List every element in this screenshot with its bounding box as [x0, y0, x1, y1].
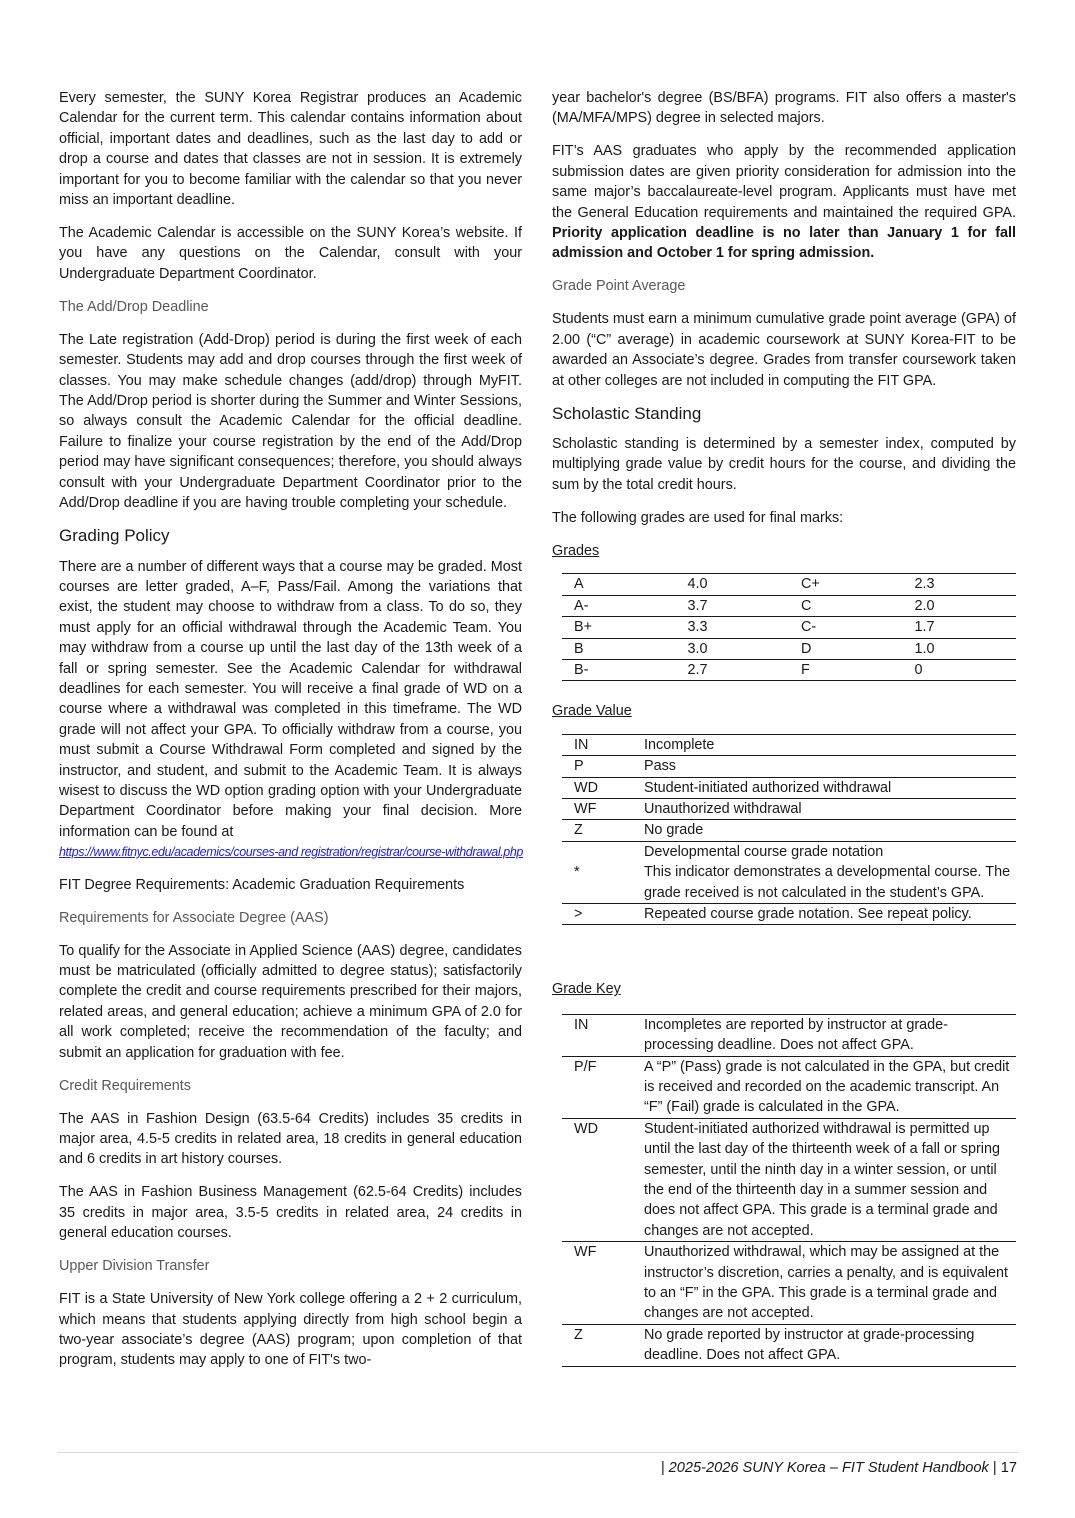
- handbook-title: | 2025-2026 SUNY Korea – FIT Student Handbook: [660, 1460, 989, 1476]
- grade-code-cell: C+: [801, 576, 820, 593]
- grade-value-cell: Student-initiated authorized withdrawal: [644, 779, 892, 796]
- grade-key-table: [562, 1014, 1016, 1367]
- grade-key-row: [562, 1242, 1016, 1325]
- grade-code-cell: IN: [574, 1016, 589, 1033]
- grade-code-cell: >: [574, 905, 583, 922]
- add-drop-paragraph: The Late registration (Add-Drop) period is during the first week of each semester. Students may add and drop courses through the first week of classes. You may make schedule changes (add/drop) through MyFIT. The Add/Drop period is shorter during the Summer and Winter Sessions, so always consult the Academic Calendar for the official deadline. Failure to finalize your course registration by the end of the Add/Drop period may have significant consequences; therefore, you should always consult with your Undergraduate Department Coordinator prior to the Add/Drop deadline if you are having trouble completing your schedule.: [59, 331, 522, 512]
- grade-code-cell: WD: [574, 1120, 598, 1137]
- grade-description-detail: This indicator demonstrates a developmental course. The grade received is not calculated in the student’s GPA.: [644, 864, 1011, 901]
- fashion-business-credits-paragraph: The AAS in Fashion Business Management (62.5-64 Credits) includes 35 credits in major area, 3.5-5 credits in related area, 24 credits in general education courses.: [59, 1184, 522, 1242]
- grade-code-cell: Z: [574, 822, 583, 839]
- grade-value-table: [562, 734, 1016, 926]
- grade-value-cell: No grade reported by instructor at grade-processing deadline. Does not affect GPA.: [644, 1326, 975, 1364]
- grade-value-row: [562, 734, 1016, 755]
- grade-value-cell: Unauthorized withdrawal: [644, 800, 802, 817]
- add-drop-heading: The Add/Drop Deadline: [59, 298, 209, 315]
- course-withdrawal-link[interactable]: https://www.fitnyc.edu/academics/courses-and registration/registrar/course-withdrawal.php: [59, 845, 523, 860]
- priority-admission-text: FIT’s AAS graduates who apply by the recommended application submission dates are given priority consideration for admission into the same major’s baccalaureate-level program. Applicants must have met the General Education requirements and maintained the required GPA.: [552, 143, 1016, 221]
- grade-description-title: Developmental course grade notation: [644, 843, 884, 860]
- grades-row: [562, 638, 1016, 659]
- aas-requirements-heading: Requirements for Associate Degree (AAS): [59, 909, 329, 926]
- calendar-access-paragraph: The Academic Calendar is accessible on the SUNY Korea’s website. If you have any questions on the Calendar, consult with your Undergraduate Department Coordinator.: [59, 225, 522, 282]
- page-footer: [661, 1460, 1017, 1476]
- grade-value-cell: A “P” (Pass) grade is not calculated in the GPA, but credit is received and recorded on the academic transcript. An “F” (Fail) grade is calculated in the GPA.: [644, 1058, 1010, 1116]
- credit-requirements-heading: Credit Requirements: [59, 1077, 191, 1094]
- grade-code-cell: A-: [574, 597, 589, 614]
- grade-code-cell: B: [574, 640, 584, 657]
- grade-value-cell: 3.0: [687, 640, 708, 657]
- grade-value-cell: 3.7: [687, 597, 708, 614]
- grade-value-label: Grade Value: [552, 703, 632, 720]
- grading-policy-paragraph: There are a number of different ways that a course may be graded. Most courses are letter graded, A–F, Pass/Fail. Among the variations that exist, the student may choose to withdraw from a class. To do so, they must apply for an official withdrawal through the Academic Team. You may withdraw from a course up until the last day of the 13th week of a fall or spring semester. See the Academic Calendar for withdrawal deadlines for each semester. You will receive a final grade of WD on a course where a withdrawal was completed in this timeframe. The WD grade will not affect your GPA. To officially withdraw from a course, you must submit a Course Withdrawal Form completed and signed by the instructor, and student, and submit to the Academic Team. It is always wisest to discuss the WD option grading option with your Undergraduate Department Coordinator before making your final decision. More information can be found at: [59, 558, 522, 840]
- grade-value-cell: No grade: [644, 822, 704, 839]
- grade-value-cell: 1.0: [914, 640, 935, 657]
- final-marks-intro: The following grades are used for final marks:: [552, 509, 844, 526]
- calendar-intro-paragraph: Every semester, the SUNY Korea Registrar produces an Academic Calendar for the current term. This calendar contains information about official, important dates and deadlines, such as the last day to add or drop a course and dates that classes are not in session. It is extremely important for you to become familiar with the calendar so that you never miss an important deadline.: [59, 90, 522, 209]
- grade-key-row: [562, 1118, 1016, 1241]
- grade-code-cell: WD: [574, 779, 598, 796]
- grade-value-cell: Incomplete: [644, 736, 715, 753]
- grade-code-cell: B-: [574, 661, 589, 678]
- grade-key-row: [562, 1014, 1016, 1056]
- bachelor-programs-paragraph: year bachelor's degree (BS/BFA) programs. FIT also offers a master's (MA/MFA/MPS) degree in selected majors.: [552, 90, 1016, 127]
- grades-row: [562, 659, 1016, 680]
- grade-value-row: [562, 777, 1016, 798]
- grade-value-cell: 2.3: [914, 576, 935, 593]
- grade-value-cell: 2.7: [687, 661, 708, 678]
- fashion-design-credits-paragraph: The AAS in Fashion Design (63.5-64 Credits) includes 35 credits in major area, 4.5-5 credits in related area, 18 credits in general education and 6 credits in art history courses.: [59, 1110, 522, 1168]
- transfer-paragraph: FIT is a State University of New York college offering a 2 + 2 curriculum, which means that students applying directly from high school begin a two-year associate’s degree (AAS) program; upon completion of that program, students may apply to one of FIT's two-: [59, 1291, 522, 1369]
- grade-value-cell: 1.7: [914, 619, 935, 636]
- grade-code-cell: Z: [574, 1326, 583, 1343]
- grades-table: [562, 573, 1016, 681]
- aas-requirements-paragraph: To qualify for the Associate in Applied Science (AAS) degree, candidates must be matriculated (officially admitted to degree status); satisfactorily complete the credit and course requirements prescribed for their majors, related areas, and general education; achieve a minimum GPA of 2.0 for all work completed; receive the recommendation of the faculty; and submit an application for graduation with fee.: [59, 942, 522, 1061]
- grade-code-cell: B+: [574, 619, 593, 636]
- grade-value-cell: 2.0: [914, 597, 935, 614]
- grade-value-cell: Incompletes are reported by instructor at grade-processing deadline. Does not affect GPA.: [644, 1016, 948, 1054]
- grades-row: [562, 617, 1016, 638]
- grade-value-cell: 0: [914, 661, 923, 678]
- grades-row: [562, 574, 1016, 595]
- grade-value-row: [562, 820, 1016, 841]
- grades-row: [562, 595, 1016, 616]
- grade-code-cell: WF: [574, 800, 597, 817]
- grade-value-cell: Unauthorized withdrawal, which may be assigned at the instructor’s discretion, carries a penalty, and is equivalent to an “F” in the GPA. This grade is a terminal grade and changes are not accepted.: [644, 1244, 1008, 1322]
- grade-value-cell: 4.0: [687, 576, 708, 593]
- left-column: [59, 88, 522, 1383]
- grade-code-cell: IN: [574, 736, 589, 753]
- grade-code-cell: D: [801, 640, 812, 657]
- scholastic-standing-paragraph: Scholastic standing is determined by a semester index, computed by multiplying grade value by credit hours for the course, and dividing the sum by the total credit hours.: [552, 436, 1016, 493]
- grade-value-row: [562, 756, 1016, 777]
- grade-value-cell: 3.3: [687, 619, 708, 636]
- grade-key-row: [562, 1056, 1016, 1118]
- grade-value-row: [562, 841, 1016, 903]
- gpa-paragraph: Students must earn a minimum cumulative grade point average (GPA) of 2.00 (“C” average) in academic coursework at SUNY Korea-FIT to be awarded an Associate’s degree. Grades from transfer coursework taken at other colleges are not included in computing the FIT GPA.: [552, 311, 1016, 389]
- priority-deadline-text: Priority application deadline is no later than January 1 for fall admission and October 1 for spring admission.: [552, 225, 1016, 262]
- grade-code-cell: WF: [574, 1244, 597, 1261]
- priority-admission-paragraph: [552, 141, 1016, 263]
- grade-description-cell: [632, 841, 1016, 903]
- grade-code-cell: C-: [801, 619, 817, 636]
- grade-code-cell: *: [574, 864, 580, 881]
- grade-value-row: [562, 798, 1016, 819]
- scholastic-standing-heading: Scholastic Standing: [552, 403, 702, 423]
- degree-requirements-line: FIT Degree Requirements: Academic Graduation Requirements: [59, 876, 465, 893]
- grade-code-cell: C: [801, 597, 812, 614]
- grade-key-label: Grade Key: [552, 981, 621, 998]
- page-number: | 17: [992, 1460, 1017, 1476]
- upper-division-transfer-heading: Upper Division Transfer: [59, 1258, 210, 1275]
- grade-value-cell: Student-initiated authorized withdrawal is permitted up until the last day of the thirteenth week of a fall or spring semester, until the ninth day in a winter session, or until the end of the thirteenth day in a summer session and does not affect GPA. This grade is a terminal grade and changes are not accepted.: [644, 1120, 1000, 1239]
- grade-code-cell: P: [574, 758, 584, 775]
- footer-divider: [57, 1452, 1019, 1453]
- grades-label: Grades: [552, 542, 600, 559]
- grade-value-cell: Repeated course grade notation. See repeat policy.: [644, 905, 972, 922]
- grade-value-row: [562, 903, 1016, 924]
- grade-key-row: [562, 1324, 1016, 1366]
- right-column: [552, 88, 1016, 1367]
- grade-code-cell: P/F: [574, 1058, 597, 1075]
- grade-value-cell: Pass: [644, 758, 676, 775]
- gpa-heading: Grade Point Average: [552, 278, 686, 295]
- grade-code-cell: A: [574, 576, 584, 593]
- grade-code-cell: F: [801, 661, 810, 678]
- grading-policy-heading: Grading Policy: [59, 526, 170, 546]
